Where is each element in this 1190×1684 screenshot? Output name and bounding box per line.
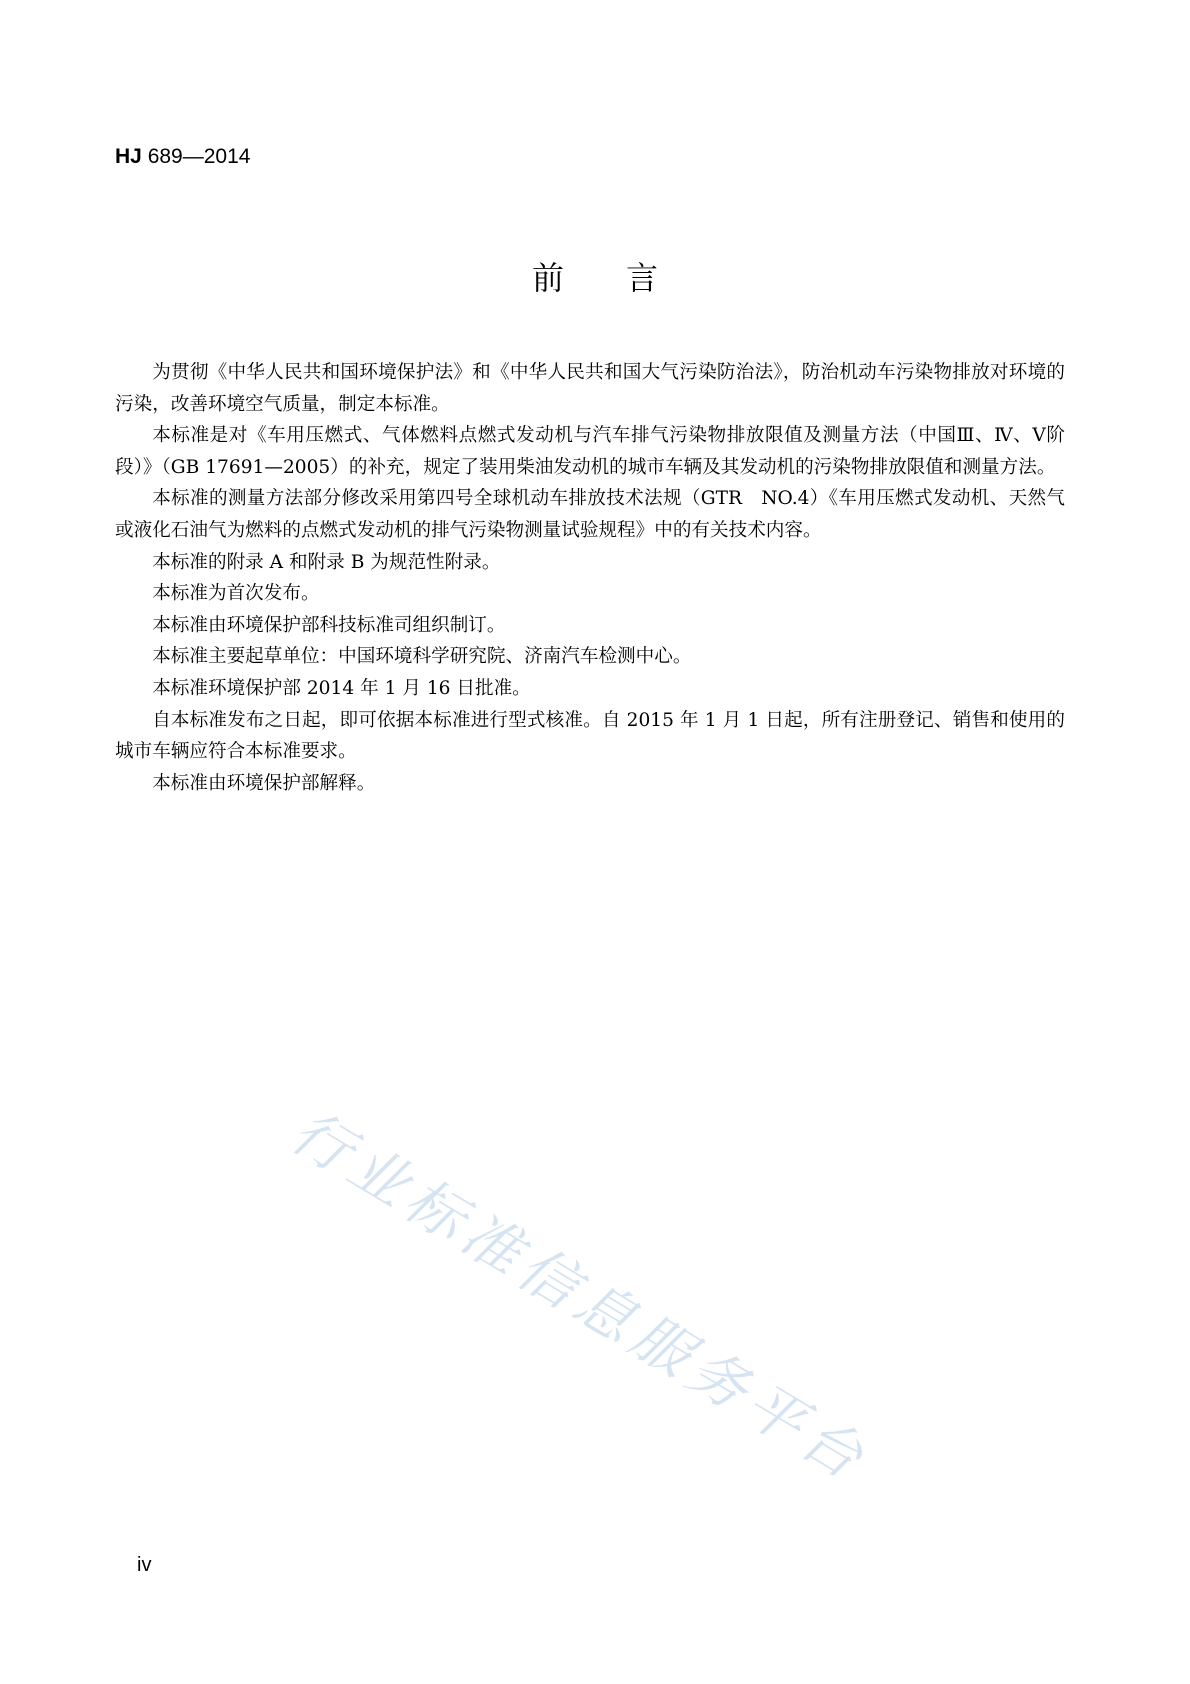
foreword-body <box>115 357 1065 799</box>
standard-code: HJ <box>115 145 142 168</box>
paragraph: 自本标准发布之日起，即可依据本标准进行型式核准。自 2015 年 1 月 1 日起，所有注册登记、销售和使用的城市车辆应符合本标准要求。 <box>115 709 1065 763</box>
paragraph: 本标准由环境保护部科技标准司组织制订。 <box>152 614 506 636</box>
watermark: 行业标准信息服务平台 <box>279 1097 881 1496</box>
paragraph: 本标准的附录 A 和附录 B 为规范性附录。 <box>152 551 501 573</box>
paragraph: 为贯彻《中华人民共和国环境保护法》和《中华人民共和国大气污染防治法》，防治机动车污染物排放对环境的污染，改善环境空气质量，制定本标准。 <box>115 362 1065 415</box>
paragraph: 本标准由环境保护部解释。 <box>152 772 376 794</box>
paragraph: 本标准是对《车用压燃式、气体燃料点燃式发动机与汽车排气污染物排放限值及测量方法（中国Ⅲ、Ⅳ、Ⅴ阶段）》（GB 17691—2005）的补充，规定了装用柴油发动机的城市车辆及其发动机的污染物排放限值和测量方法。 <box>115 425 1065 478</box>
standard-number: 689—2014 <box>141 145 251 168</box>
document-header <box>115 143 250 171</box>
page-title: 前言 <box>531 259 720 297</box>
paragraph: 本标准为首次发布。 <box>152 583 320 605</box>
page-number: iv <box>137 1554 152 1576</box>
paragraph: 本标准主要起草单位：中国环境科学研究院、济南汽车检测中心。 <box>152 646 692 668</box>
paragraph: 本标准环境保护部 2014 年 1 月 16 日批准。 <box>152 677 531 699</box>
paragraph: 本标准的测量方法部分修改采用第四号全球机动车排放技术法规（GTR NO.4）《车用压燃式发动机、天然气或液化石油气为燃料的点燃式发动机的排气污染物测量试验规程》中的有关技术内容。 <box>115 488 1065 541</box>
